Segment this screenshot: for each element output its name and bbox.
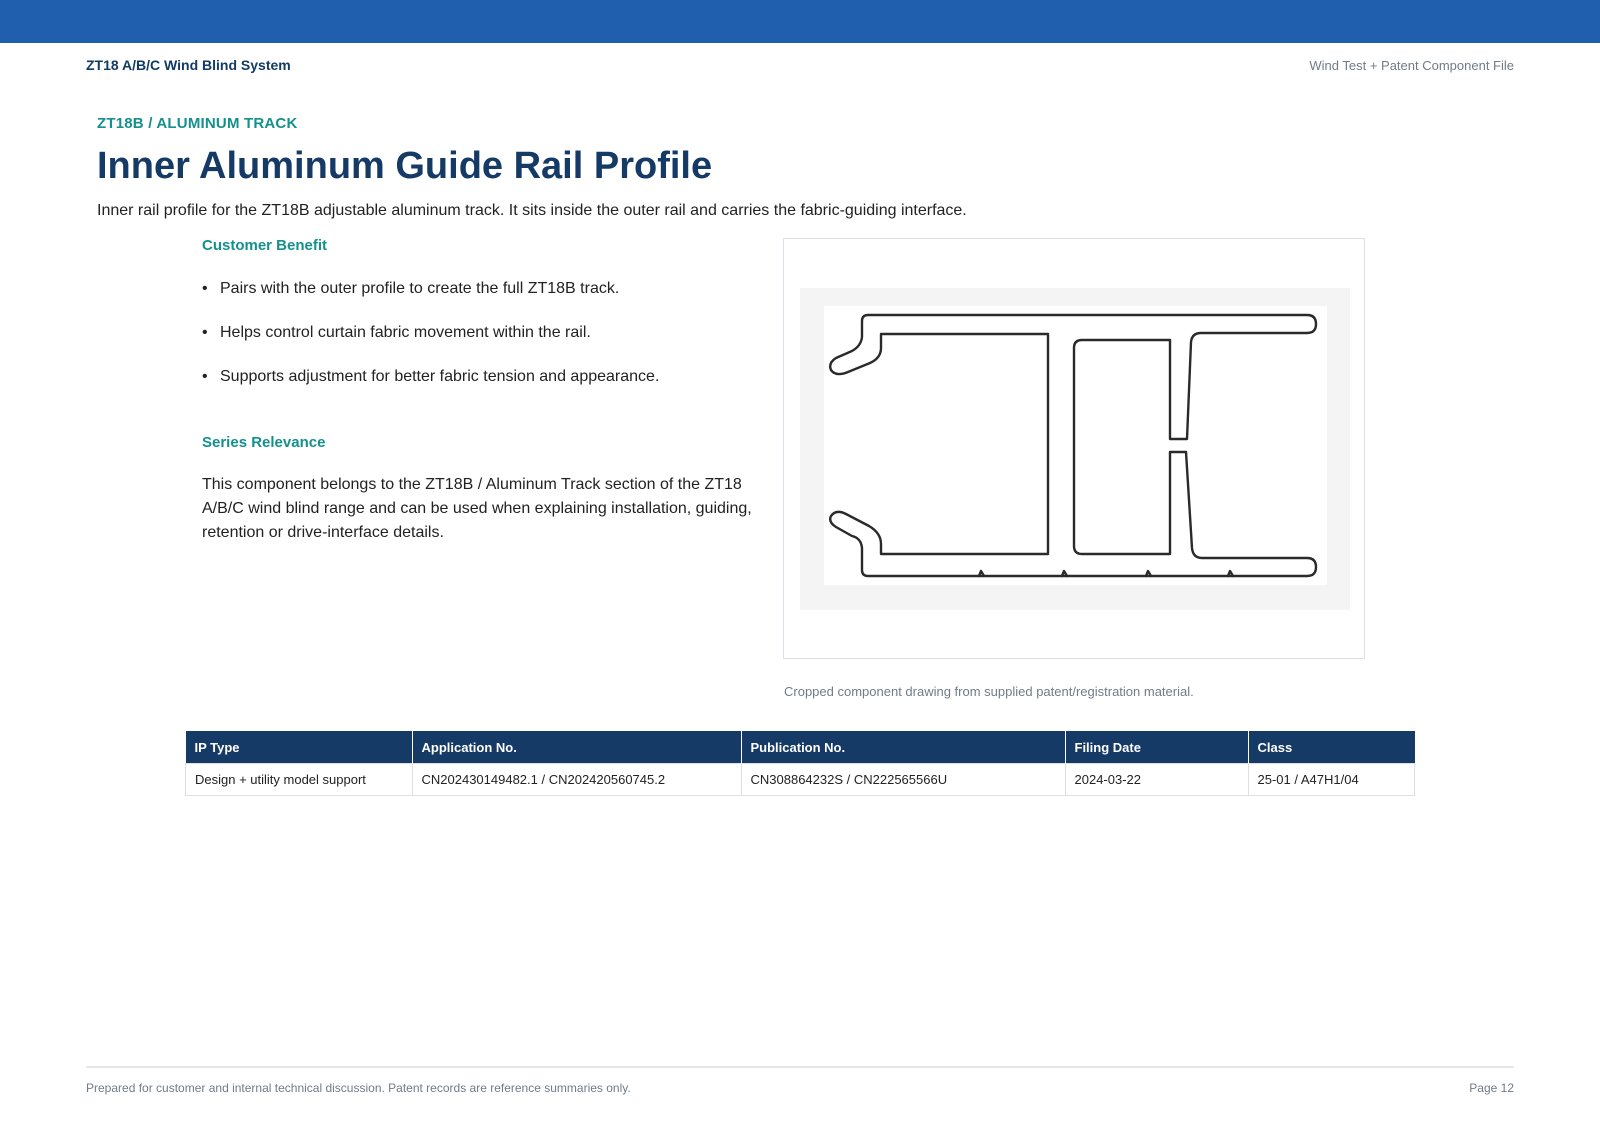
cell-filing-date: 2024-03-22 bbox=[1065, 764, 1248, 796]
bullet-icon: • bbox=[202, 324, 208, 341]
rail-profile-drawing bbox=[824, 306, 1327, 585]
bullet-icon: • bbox=[202, 280, 208, 297]
column-header-publication-no: Publication No. bbox=[741, 731, 1065, 764]
cell-publication-no: CN308864232S / CN222565566U bbox=[741, 764, 1065, 796]
benefit-text: Supports adjustment for better fabric tension and appearance. bbox=[220, 368, 660, 385]
top-bar bbox=[0, 0, 1600, 43]
document-title: ZT18 A/B/C Wind Blind System bbox=[86, 57, 291, 73]
cell-application-no: CN202430149482.1 / CN202420560745.2 bbox=[412, 764, 741, 796]
intro-text: Inner rail profile for the ZT18B adjustable aluminum track. It sits inside the outer rail and carries the fabric-guiding interface. bbox=[97, 202, 967, 219]
cell-class: 25-01 / A47H1/04 bbox=[1248, 764, 1415, 796]
ip-table bbox=[185, 731, 1415, 796]
list-item bbox=[202, 367, 762, 411]
series-relevance-heading: Series Relevance bbox=[202, 434, 326, 451]
benefit-text: Helps control curtain fabric movement within the rail. bbox=[220, 324, 591, 341]
cell-ip-type: Design + utility model support bbox=[186, 764, 413, 796]
table-header-row bbox=[186, 731, 1415, 764]
column-header-class: Class bbox=[1248, 731, 1415, 764]
table-row bbox=[186, 764, 1415, 796]
column-header-application-no: Application No. bbox=[412, 731, 741, 764]
document-subtitle: Wind Test + Patent Component File bbox=[1309, 58, 1514, 73]
footer-divider bbox=[86, 1066, 1514, 1068]
column-header-ip-type: IP Type bbox=[186, 731, 413, 764]
list-item bbox=[202, 279, 762, 323]
benefit-list bbox=[202, 279, 762, 411]
benefit-text: Pairs with the outer profile to create the full ZT18B track. bbox=[220, 280, 620, 297]
page-title: Inner Aluminum Guide Rail Profile bbox=[97, 145, 713, 187]
footer-note: Prepared for customer and internal technical discussion. Patent records are reference summaries only. bbox=[86, 1081, 631, 1095]
figure-caption: Cropped component drawing from supplied patent/registration material. bbox=[784, 684, 1194, 699]
customer-benefit-heading: Customer Benefit bbox=[202, 237, 328, 254]
figure-paper bbox=[824, 306, 1327, 585]
component-figure bbox=[783, 238, 1365, 659]
section-kicker: ZT18B / ALUMINUM TRACK bbox=[97, 115, 298, 132]
column-header-filing-date: Filing Date bbox=[1065, 731, 1248, 764]
bullet-icon: • bbox=[202, 368, 208, 385]
series-relevance-text: This component belongs to the ZT18B / Aluminum Track section of the ZT18 A/B/C wind blind range and can be used when explaining installation, guiding, retention or drive-interface details. bbox=[202, 476, 752, 541]
page-number: Page 12 bbox=[1469, 1081, 1514, 1095]
list-item bbox=[202, 323, 762, 367]
